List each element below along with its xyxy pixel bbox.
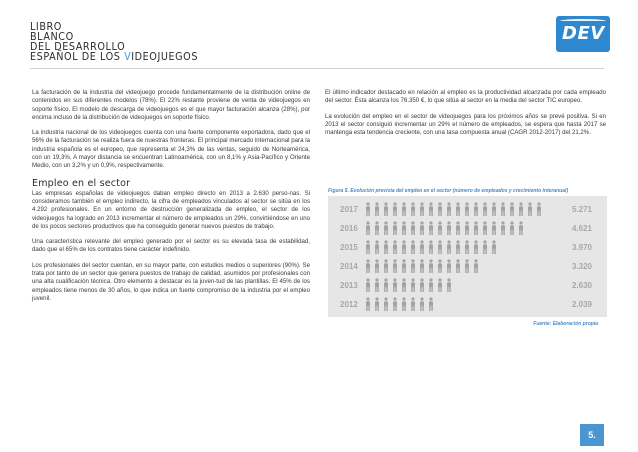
year-label: 2012 [340, 300, 358, 309]
person-icon [402, 278, 406, 292]
title-line: ESPAÑOL DE LOS VIDEOJUEGOS [30, 51, 199, 63]
person-icon [465, 221, 469, 235]
person-icon [438, 240, 442, 254]
paragraph: La industria nacional de los videojuegos cuenta con una fuerte componente exportadora, dado que el 56% de la facturación se realiza fuera de nuestras fronteras. El principal mercado internacional para la industria española es el europeo, que representa el 24,3% de las ventas, seguido de Norteamérica, con un 19,3%. A mayor distancia se encuentran Latinoamérica, con un 8,1% y Asia-Pacífico y Oriente Medio, con un 3,2% y un 0,9%, respectivamente. [32, 129, 310, 170]
person-icon [384, 278, 388, 292]
person-icon [393, 297, 397, 311]
chart-row [328, 258, 607, 275]
person-icon [447, 221, 451, 235]
person-icon [384, 202, 388, 216]
year-label: 2015 [340, 243, 358, 252]
person-icon [366, 297, 370, 311]
right-column [325, 89, 606, 144]
person-icon [510, 202, 514, 216]
person-icon [447, 259, 451, 273]
value-label: 2.039 [571, 300, 592, 309]
value-label: 4.621 [571, 224, 592, 233]
chart-row [328, 201, 607, 218]
people-bar [364, 277, 454, 294]
person-icon [474, 202, 478, 216]
person-icon [456, 221, 460, 235]
person-icon [411, 240, 415, 254]
person-icon [465, 259, 469, 273]
person-icon [537, 202, 541, 216]
person-icon [492, 240, 496, 254]
person-icon [456, 240, 460, 254]
person-icon [528, 202, 532, 216]
person-icon [393, 259, 397, 273]
person-icon [456, 202, 460, 216]
person-icon [366, 202, 370, 216]
person-icon [429, 297, 433, 311]
person-icon [420, 202, 424, 216]
person-icon [366, 240, 370, 254]
person-icon [519, 221, 523, 235]
people-bar [364, 201, 544, 218]
person-icon [429, 202, 433, 216]
paragraph: El último indicador destacado en relación al empleo es la productividad alcanzada por cada empleado del sector. Ésta alcanza los 76.350 €, lo que sitúa al sector en la media del sector TIC europeo. [325, 89, 606, 105]
person-icon [447, 278, 451, 292]
header-divider [30, 68, 604, 69]
person-icon [393, 240, 397, 254]
person-icon [393, 221, 397, 235]
person-icon [402, 240, 406, 254]
paragraph: Una característica relevante del empleo generado por el sector es su elevada tasa de estabilidad, dado que el 65% de los contratos tiene carácter indefinido. [32, 238, 310, 254]
title-line: BLANCO [30, 31, 74, 43]
chart-row [328, 277, 607, 294]
person-icon [456, 259, 460, 273]
person-icon [402, 259, 406, 273]
person-icon [420, 221, 424, 235]
value-label: 3.320 [571, 262, 592, 271]
person-icon [375, 221, 379, 235]
person-icon [411, 202, 415, 216]
person-icon [465, 240, 469, 254]
person-icon [402, 202, 406, 216]
person-icon [492, 221, 496, 235]
person-icon [438, 259, 442, 273]
paragraph: La evolución del empleo en el sector de videojuegos para los próximos años se prevé positiva. Si en 2013 el sector consiguió incrementar un 29% el número de empleados, se espera que hasta 2017 se mantenga esta tendencia creciente, con una tasa compuesta anual (CAGR 2012-2017) del 21,2%. [325, 112, 606, 137]
section-heading: Empleo en el sector [32, 177, 131, 189]
person-icon [474, 240, 478, 254]
person-icon [429, 278, 433, 292]
figure-caption: Figura 5. Evolución prevista del empleo en el sector (número de empleados y crecimiento interanual) [328, 188, 569, 194]
person-icon [483, 202, 487, 216]
person-icon [483, 221, 487, 235]
book-title [30, 22, 213, 62]
value-label: 2.630 [571, 281, 592, 290]
chart-row [328, 296, 607, 313]
person-icon [384, 221, 388, 235]
person-icon [393, 278, 397, 292]
person-icon [375, 202, 379, 216]
person-icon [519, 202, 523, 216]
person-icon [366, 278, 370, 292]
person-icon [420, 259, 424, 273]
person-icon [411, 259, 415, 273]
person-icon [429, 240, 433, 254]
person-icon [501, 221, 505, 235]
person-icon [411, 221, 415, 235]
person-icon [501, 202, 505, 216]
title-line: DEL DESARROLLO [30, 41, 126, 53]
people-bar [364, 258, 481, 275]
person-icon [483, 240, 487, 254]
person-icon [429, 259, 433, 273]
person-icon [402, 221, 406, 235]
person-icon [384, 259, 388, 273]
chart-row [328, 220, 607, 237]
person-icon [465, 202, 469, 216]
person-icon [429, 221, 433, 235]
person-icon [510, 221, 514, 235]
person-icon [384, 240, 388, 254]
person-icon [474, 259, 478, 273]
person-icon [420, 240, 424, 254]
person-icon [411, 278, 415, 292]
people-bar [364, 220, 526, 237]
left-column [32, 89, 310, 310]
person-icon [375, 259, 379, 273]
person-icon [393, 202, 397, 216]
paragraph: Los profesionales del sector cuentan, en su mayor parte, con estudios medios o superiores (90%). Se trata por tanto de un sector que genera puestos de trabajo de calidad, asumidos por profesionales con una alta cualificación técnica. Otro elemento a destacar es la juven-tud de las plantillas. El 45% de los empleados tiene menos de 30 años, lo que indica un fuerte compromiso de la industria por el empleo juvenil. [32, 261, 310, 302]
person-icon [420, 278, 424, 292]
value-label: 5.271 [571, 205, 592, 214]
year-label: 2014 [340, 262, 358, 271]
person-icon [438, 202, 442, 216]
person-icon [366, 259, 370, 273]
person-icon [447, 240, 451, 254]
page-number: 5. [580, 424, 604, 446]
person-icon [474, 221, 478, 235]
paragraph: La facturación de la industria del videojuego procede fundamentalmente de la distribución online de contenidos en sus diferentes modelos (78%). El 22% restante proviene de venta de videojuegos en soporte físico. El modelo de descarga de videojuegos es el que mayor facturación alcanza (28%), por encima incluso de la distribución de videojuegos en soporte físico. [32, 89, 310, 121]
person-icon [375, 240, 379, 254]
person-icon [438, 221, 442, 235]
person-icon [420, 297, 424, 311]
person-icon [492, 202, 496, 216]
employment-chart [328, 196, 607, 317]
person-icon [447, 202, 451, 216]
year-label: 2013 [340, 281, 358, 290]
person-icon [402, 297, 406, 311]
person-icon [438, 278, 442, 292]
title-line: LIBRO [30, 21, 62, 33]
figure-source: Fuente: Elaboración propia [533, 321, 598, 327]
year-label: 2016 [340, 224, 358, 233]
people-bar [364, 239, 499, 256]
people-bar [364, 296, 436, 313]
person-icon [375, 278, 379, 292]
person-icon [375, 297, 379, 311]
person-icon [411, 297, 415, 311]
dev-logo [556, 16, 610, 52]
chart-row [328, 239, 607, 256]
value-label: 3.970 [571, 243, 592, 252]
year-label: 2017 [340, 205, 358, 214]
logo-text: DEV [562, 23, 605, 44]
person-icon [384, 297, 388, 311]
person-icon [366, 221, 370, 235]
paragraph: Las empresas españolas de videojuegos daban empleo directo en 2013 a 2.630 perso-nas. Si consideramos también el empleo indirecto, la cifra de empleados vinculados al sector se sitúa en los 4.292 profesionales. En un entorno de destrucción generalizada de empleo, el sector de los videojuegos ha logrado en 2013 incrementar el número de empleados un 29%, convirtiéndose en uno de los pocos sectores productivos que ha conseguido generar nuevos puestos de trabajo. [32, 189, 310, 230]
